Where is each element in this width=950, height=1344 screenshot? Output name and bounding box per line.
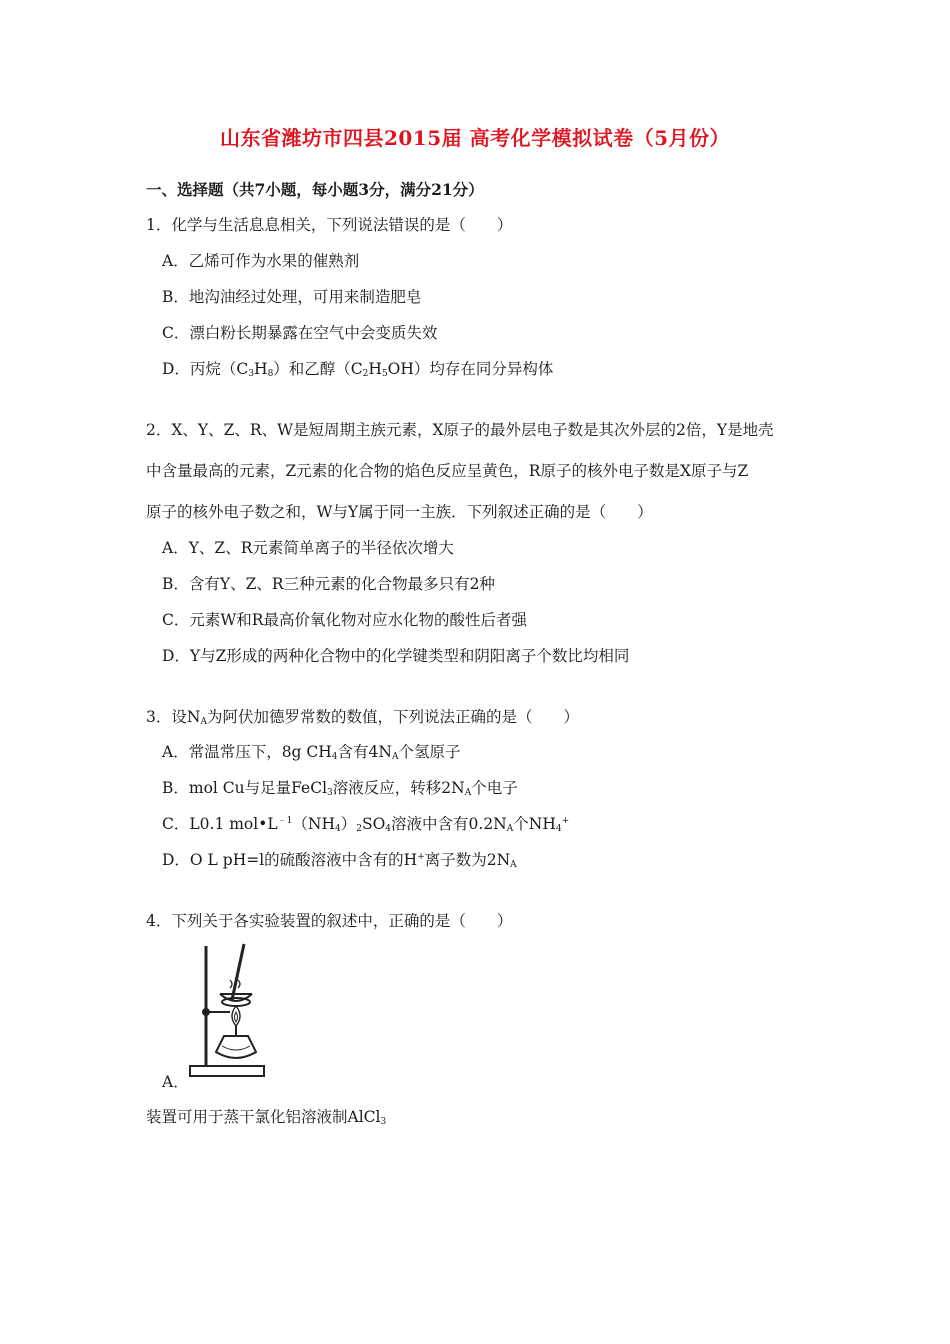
question-2-option-d: D．Y与Z形成的两种化合物中的化学键类型和阴阳离子个数比均相同 [162, 647, 630, 665]
question-3-option-d: D．O L pH=l的硫酸溶液中含有的H+离子数为$2N_A$ [162, 851, 517, 870]
question-4-option-a-label: A． [162, 1073, 189, 1091]
page-title: 山东省潍坊市四县2015届 高考化学模拟试卷（5月份） [219, 126, 731, 150]
question-1-option-b: B．地沟油经过处理，可用来制造肥皂 [162, 288, 422, 306]
section-heading: 一、选择题（共7小题，每小题3分，满分21分） [146, 180, 484, 199]
question-1-stem: 1．化学与生活息息相关，下列说法错误的是（ ） [146, 216, 513, 234]
question-3-stem: 3．设$N_A$为阿伏加德罗常数的数值，下列说法正确的是（ ） [146, 708, 579, 727]
question-4-option-a-text: 装置可用于蒸干氯化铝溶液制AlCl$_3$ [146, 1108, 387, 1127]
question-2-option-a: A．Y、Z、R元素简单离子的半径依次增大 [162, 539, 454, 557]
question-2-stem-line-3: 原子的核外电子数之和，W与Y属于同一主族．下列叙述正确的是（ ） [146, 503, 653, 521]
question-1-option-c: C．漂白粉长期暴露在空气中会变质失效 [162, 324, 438, 342]
question-2-option-b: B．含有Y、Z、R三种元素的化合物最多只有2种 [162, 575, 495, 593]
question-3-option-a: A．常温常压下，8g $CH_4$含有$4N_A$个氢原子 [162, 743, 461, 762]
question-3-option-b: B．mol Cu与足量FeCl$_3$溶液反应，转移$2N_A$个电子 [162, 779, 518, 798]
question-2-option-c: C．元素W和R最高价氧化物对应水化物的酸性后者强 [162, 611, 527, 629]
evaporation-apparatus-icon [186, 942, 268, 1082]
question-1-option-d: D．丙烷$(C_3H_8)$和乙醇$(C_2H_5OH)$均存在同分异构体 [162, 360, 554, 379]
question-1-option-a: A．乙烯可作为水果的催熟剂 [162, 252, 360, 270]
question-2-stem-line-2: 中含量最高的元素，Z元素的化合物的焰色反应呈黄色，R原子的核外电子数是X原子与Z [146, 462, 749, 480]
question-4-stem: 4．下列关于各实验装置的叙述中，正确的是（ ） [146, 912, 513, 930]
question-2-stem-line-1: 2．X、Y、Z、R、W是短周期主族元素，X原子的最外层电子数是其次外层的2倍，Y是地壳 [146, 421, 774, 439]
question-3-option-c: C．L0.1 $mol•L^{﹣1}(NH_4)_2SO_4$溶液中含有$0.2N_A$个$NH_4^+$ [162, 815, 570, 834]
